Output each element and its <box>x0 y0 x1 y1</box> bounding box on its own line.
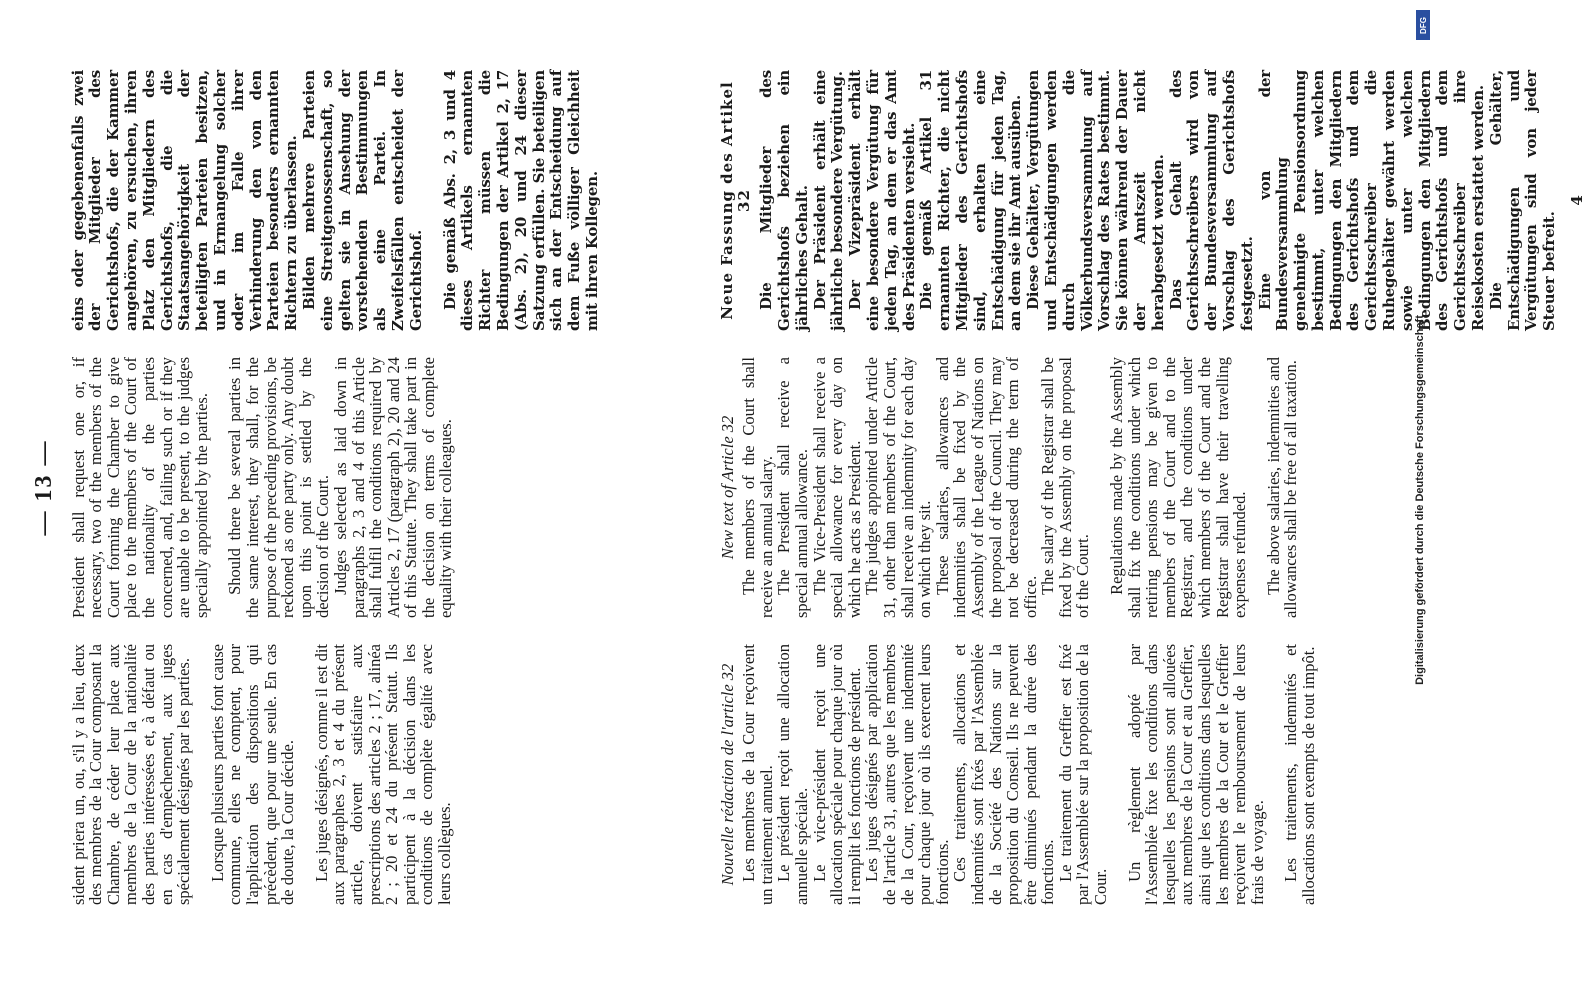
paragraph: Lorsque plusieurs parties font cause commune, elles ne comptent, pour l'application des dispositions qui précèdent, que pour une seule. En cas de doute, la Cour décide. <box>207 644 298 905</box>
paragraph: Der Vizepräsident erhält eine besondere Vergütung für jeden Tag, an dem er das Amt des Präsidenten versieht. <box>846 70 918 331</box>
paragraph: Should there be several parties in the same interest, they shall, for the purpose of the preceding provisions, be reckoned as one party only. Any doubt upon this point is settled by the decision of the Court. <box>225 357 333 618</box>
paragraph: The President shall receive a special annual allowance. <box>774 357 811 618</box>
digitization-credit <box>1410 10 1430 990</box>
paragraph: Die gemäß Artikel 31 ernannten Richter, die nicht Mitglieder des Gerichtshofs sind, erhalten eine Entschädigung für jeden Tag, an dem sie ihr Amt ausüben. <box>917 70 1025 331</box>
paragraph: Die Mitglieder des Gerichtshofs beziehen ein jährliches Gehalt. <box>757 70 811 331</box>
paragraph: Die gemäß Abs. 2, 3 und 4 dieses Artikels ernannten Richter müssen die Bedingungen der Artikel 2, 17 (Abs. 2), 20 und 24 dieser Satzung erfüllen. Sie beteiligen sich an der Entscheidung auf dem Fuße völliger Gleichheit mit ihren Kollegen. <box>440 70 601 331</box>
section-heading: New text of Article 32 <box>717 415 737 560</box>
paragraph: The members of the Court shall receive an annual salary. <box>739 357 776 618</box>
paragraph: Die Gehälter, Entschädigungen und Vergütungen sind von jeder Steuer befreit. <box>1486 70 1559 331</box>
page-mark: 4 <box>1568 195 1587 206</box>
paragraph: Das Gehalt des Gerichtsschreibers wird von der Bundesversammlung auf Vorschlag des Gerichtshofs festgesetzt. <box>1166 70 1256 331</box>
page-number: — 13 — <box>31 439 57 536</box>
section-heading: Nouvelle rédaction de l'article 32 <box>717 663 737 886</box>
english-column-bottom <box>715 357 1330 618</box>
dfg-logo-icon <box>1416 10 1430 40</box>
paragraph: Les traitements, indemnités et allocations sont exempts de tout impôt. <box>1281 644 1318 905</box>
german-column-bottom <box>715 70 1587 331</box>
paragraph: The salary of the Registrar shall be fixed by the Assembly on the proposal of the Court. <box>1038 357 1093 618</box>
paragraph: Le vice-président reçoit une allocation spéciale pour chaque jour où il remplit les fonctions de président. <box>809 644 864 905</box>
french-column-top <box>70 644 685 905</box>
paragraph: Bilden mehrere Parteien eine Streitgenossenschaft, so gelten sie in Ansehung der vorstehenden Bestimmungen als eine Partei. In Zweifelsfällen entscheidet der Gerichtshof. <box>299 70 425 331</box>
french-column-bottom <box>715 644 1330 905</box>
paragraph: The Vice-President shall receive a special allowance for every day on which he acts as President. <box>809 357 864 618</box>
dfg-badge-text: DFG <box>1418 16 1428 34</box>
section-article-31-continued <box>70 70 685 905</box>
paragraph: Der Präsident erhält eine jährliche besondere Vergütung. <box>810 70 847 331</box>
paragraph: Le président reçoit une allocation annuelle spéciale. <box>774 644 811 905</box>
paragraph: Ces traitements, allocations et indemnités sont fixés par l'Assemblée de la Société des Nations sur la proposition du Conseil. Ils ne peuvent être diminués pendant la durée des fonctions. <box>950 644 1058 905</box>
digitization-credit-text: Digitalisierung gefördert durch die Deutsche Forschungsgemeinschaft <box>1414 315 1427 685</box>
paragraph: President shall request one or, if necessary, two of the members of the Court forming the Chamber to give place to the members of the Court of the nationality of the parties concerned, and, failing such or if they are unable to be present, to the judges specially appointed by the parties. <box>68 357 211 618</box>
paragraph: Regulations made by the Assembly shall fix the conditions under which retiring pensions may be given to members of the Court and to the Registrar, and the conditions under which members of the Court and the Registrar shall have their travelling expenses refunded. <box>1107 357 1250 618</box>
paragraph: Judges selected as laid down in paragraphs 2, 3 and 4 of this Article shall fulfil the conditions required by Articles 2, 17 (paragraph 2), 20 and 24 of this Statute. They shall take part in the decision on terms of complete equality with their colleagues. <box>330 357 456 618</box>
paragraph: sident priera un, ou, s'il y a lieu, deux des membres de la Cour composant la Chambre, de céder leur place aux membres de la Cour de la nationalité des parties intéressées et, à défaut ou en cas d'empêchement, aux juges spécialement désignés par les parties. <box>68 644 194 905</box>
german-column-top <box>70 70 685 331</box>
section-heading: Neue Fassung des Artikel 32 <box>717 81 754 320</box>
paragraph: Un règlement adopté par l'Assemblée fixe les conditions dans lesquelles les pensions sont allouées aux membres de la Cour et au Greffier, ainsi que les conditions dans lesquelles les membres de la Cour et le Greffier reçoivent le remboursement de leurs frais de voyage. <box>1124 644 1267 905</box>
paragraph: Eine von der Bundesversammlung genehmigte Pensionsordnung bestimmt, unter welchen Bedingungen den Mitgliedern des Gerichtshofs und dem Gerichtsschreiber die Ruhegehälter gewährt werden sowie unter welchen Bedingungen den Mitgliedern des Gerichtshofs und dem Gerichtsschreiber ihre Reisekosten erstattet werden. <box>1255 70 1488 331</box>
paragraph: The judges appointed under Article 31, other than members of the Court, shall receive an indemnity for each day on which they sit. <box>862 357 935 618</box>
paragraph: The above salaries, indemnities and allowances shall be free of all taxation. <box>1263 357 1301 618</box>
paragraph: Les juges désignés par application de l'article 31, autres que les membres de la Cour, reçoivent une indemnité pour chaque jour où ils exercent leurs fonctions. <box>862 644 952 905</box>
paragraph: Les juges désignés, comme il est dit aux paragraphes 2, 3 et 4 du présent article, doivent satisfaire aux prescriptions des articles 2 ; 17, alinéa 2 ; 20 et 24 du présent Statut. Ils participent à la décision dans les conditions de complète égalité avec leurs collègues. <box>311 644 454 905</box>
paragraph: Le traitement du Greffier est fixé par l'Assemblée sur la proposition de la Cour. <box>1055 644 1111 905</box>
english-column-top <box>70 357 685 618</box>
paragraph: These salaries, allowances and indemnities shall be fixed by the Assembly of the League of Nations on the proposal of the Council. They may not be decreased during the term of office. <box>932 357 1040 618</box>
paragraph: eins oder gegebenenfalls zwei der Mitglieder des Gerichtshofs, die der Kammer angehören, zu ersuchen, ihren Platz den Mitgliedern des Gerichtshofs, die die Staatsangehörigkeit der beteiligten Parteien besitzen, und in Ermangelung solcher oder im Falle ihrer Verhinderung den von den Parteien besonders ernannten Richtern zu überlassen. <box>68 70 301 331</box>
paragraph: Les membres de la Cour reçoivent un traitement annuel. <box>739 644 776 905</box>
paragraph: Diese Gehälter, Vergütungen und Entschädigungen werden durch die Völkerbundsversammlung auf Vorschlag des Rates bestimmt. Sie können während der Dauer der Amtszeit nicht herabgesetzt werden. <box>1024 70 1167 331</box>
